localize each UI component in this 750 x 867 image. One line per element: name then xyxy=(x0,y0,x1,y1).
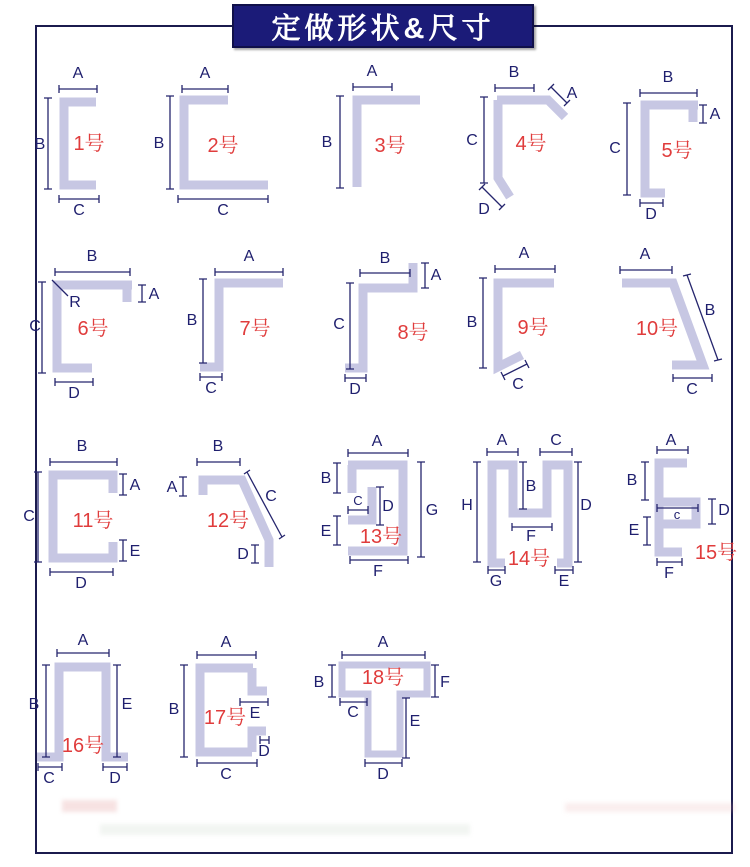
shape-9-diagram xyxy=(465,245,585,410)
shape-number: 16号 xyxy=(61,735,105,757)
shape-10-diagram xyxy=(605,245,735,410)
dim-label-d: D xyxy=(109,770,121,787)
shape-6-diagram xyxy=(30,245,175,410)
dim-label-r: R xyxy=(69,294,81,311)
dim-label-e: E xyxy=(320,523,332,540)
dim-label-b: B xyxy=(86,248,98,265)
shape-11-diagram xyxy=(25,435,160,600)
dim-label-e: E xyxy=(121,696,133,713)
shape-number: 7号 xyxy=(239,318,271,340)
dim-label-b: B xyxy=(379,250,391,267)
dim-label-b: B xyxy=(704,302,716,319)
dim-label-c: C xyxy=(23,508,35,525)
dim-label-b: B xyxy=(321,134,333,151)
shape-4-diagram xyxy=(458,62,578,222)
dim-label-a: A xyxy=(371,433,383,450)
dim-label-f: F xyxy=(373,563,383,580)
dim-label-b: B xyxy=(76,438,88,455)
dim-label-c: C xyxy=(512,376,524,393)
dim-label-d: D xyxy=(377,766,389,783)
dim-label-b: B xyxy=(662,69,674,86)
dim-label-h: H xyxy=(461,497,473,514)
dim-label-a: A xyxy=(496,432,508,449)
shape-5-diagram xyxy=(605,62,740,227)
dim-label-b: B xyxy=(508,64,520,81)
dim-label-c: C xyxy=(73,202,85,219)
dim-label-c: C xyxy=(205,380,217,397)
watermark-remnant xyxy=(62,800,117,812)
dim-label-a: A xyxy=(639,246,651,263)
watermark-remnant xyxy=(565,803,735,812)
dim-label-f: F xyxy=(664,565,674,582)
dim-label-c: C xyxy=(550,432,562,449)
dim-label-b: B xyxy=(212,438,224,455)
dim-label-a: A xyxy=(377,634,389,651)
dim-label-a: A xyxy=(148,286,160,303)
shape-number: 14号 xyxy=(507,548,551,570)
dim-label-e: E xyxy=(129,543,141,560)
dim-label-d: D xyxy=(580,497,592,514)
dim-label-e: E xyxy=(249,705,261,722)
dim-label-c: C xyxy=(333,316,345,333)
dim-label-d: D xyxy=(382,498,394,515)
dim-label-d: D xyxy=(68,385,80,402)
shape-number: 6号 xyxy=(77,318,109,340)
dim-label-b: B xyxy=(28,696,40,713)
shape-15-diagram xyxy=(620,432,745,600)
shape-number: 3号 xyxy=(374,135,406,157)
shape-3-diagram xyxy=(315,62,430,227)
dim-label-d: D xyxy=(349,381,361,398)
dim-label-e: E xyxy=(628,522,640,539)
shape-number: 10号 xyxy=(635,318,679,340)
dim-label-a: A xyxy=(665,432,677,449)
dim-label-c: c xyxy=(673,507,681,522)
shape-16-diagram xyxy=(25,632,160,805)
dim-label-a: A xyxy=(72,65,84,82)
dim-label-c: C xyxy=(220,766,232,783)
dim-label-a: A xyxy=(709,106,721,123)
dim-label-a: A xyxy=(166,479,178,496)
page-title: 定做形状&尺寸 xyxy=(232,4,534,48)
dim-label-d: D xyxy=(258,743,270,760)
dim-label-a: A xyxy=(243,248,255,265)
shape-17-diagram xyxy=(170,634,305,805)
dim-label-g: G xyxy=(489,573,503,590)
shape-number: 1号 xyxy=(73,133,105,155)
dim-label-a: A xyxy=(430,267,442,284)
shape-number: 13号 xyxy=(359,526,403,548)
dim-label-d: D xyxy=(645,206,657,223)
profile-strip xyxy=(345,263,413,368)
dim-label-a: A xyxy=(129,477,141,494)
shape-number: 11号 xyxy=(72,510,114,532)
shape-7-diagram xyxy=(185,245,305,410)
dim-label-a: A xyxy=(220,634,232,651)
dim-label-a: A xyxy=(518,245,530,262)
dim-label-c: C xyxy=(43,770,55,787)
dim-label-b: B xyxy=(313,674,325,691)
dim-label-c: C xyxy=(29,318,41,335)
dim-label-c: C xyxy=(686,381,698,398)
dim-label-b: B xyxy=(34,136,46,153)
shape-18-diagram xyxy=(312,634,477,805)
shape-13-diagram xyxy=(320,435,455,595)
shape-12-diagram xyxy=(165,435,310,600)
dim-label-e: E xyxy=(409,713,421,730)
dim-label-d: D xyxy=(478,201,490,218)
shape-number: 12号 xyxy=(206,510,250,532)
dim-label-c: C xyxy=(466,132,478,149)
shape-number: 5号 xyxy=(661,140,693,162)
dim-label-d: D xyxy=(75,575,87,592)
dim-label-b: B xyxy=(320,470,332,487)
dim-label-d: D xyxy=(237,546,249,563)
shape-number: 4号 xyxy=(515,133,547,155)
dim-label-d: D xyxy=(718,502,730,519)
shape-number: 15号 xyxy=(694,542,738,564)
dim-label-c: C xyxy=(217,202,229,219)
shape-14-diagram xyxy=(461,432,617,600)
dim-label-g: G xyxy=(425,502,439,519)
dim-label-e: E xyxy=(558,573,570,590)
shape-number: 8号 xyxy=(397,322,429,344)
dim-label-b: B xyxy=(168,701,180,718)
shape-number: 18号 xyxy=(361,667,405,689)
dim-label-b: B xyxy=(153,135,165,152)
dim-label-b: B xyxy=(186,312,198,329)
shape-8-diagram xyxy=(330,245,445,410)
shape-number: 2号 xyxy=(207,135,239,157)
dim-label-c: C xyxy=(347,704,359,721)
dim-label-f: F xyxy=(440,674,450,691)
dim-label-b: B xyxy=(525,478,537,495)
shape-1-diagram xyxy=(35,62,130,227)
dim-label-a: A xyxy=(366,63,378,80)
dim-label-a: A xyxy=(199,65,211,82)
dim-label-c: C xyxy=(353,493,363,508)
watermark-remnant xyxy=(100,824,470,835)
dim-label-b: B xyxy=(626,472,638,489)
shape-number: 17号 xyxy=(203,707,247,729)
dim-label-a: A xyxy=(566,85,578,102)
dim-label-a: A xyxy=(77,632,89,649)
dim-label-c: C xyxy=(609,140,621,157)
shape-2-diagram xyxy=(155,62,280,227)
dim-label-f: F xyxy=(526,528,536,545)
dim-label-c: C xyxy=(265,488,277,505)
shape-number: 9号 xyxy=(517,317,549,339)
dim-label-b: B xyxy=(466,314,478,331)
